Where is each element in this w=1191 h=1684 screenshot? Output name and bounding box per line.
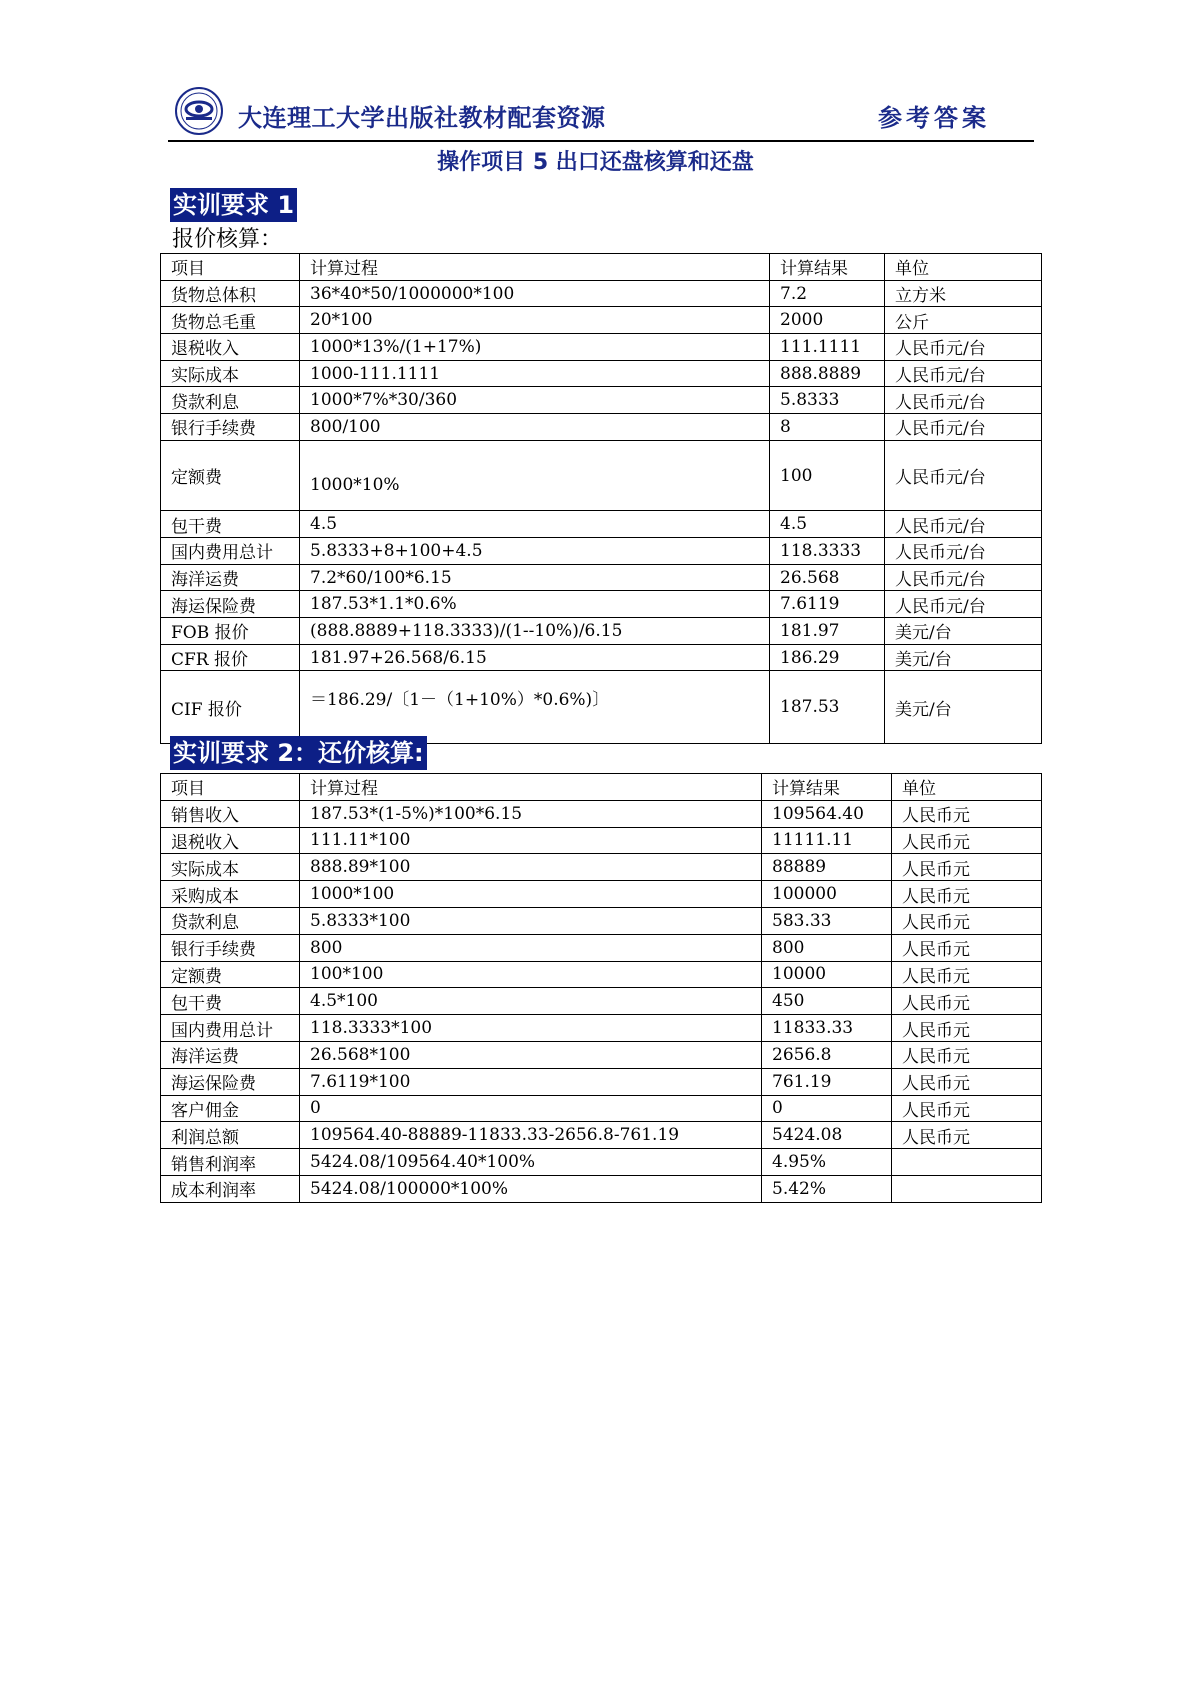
column-header: 单位 — [885, 254, 1042, 281]
table-cell: 人民币元/台 — [885, 334, 1042, 361]
table-cell: 人民币元 — [892, 961, 1042, 988]
table-cell: FOB 报价 — [161, 618, 300, 645]
table-cell: 人民币元 — [892, 800, 1042, 827]
table-cell: 人民币元 — [892, 988, 1042, 1015]
table-cell: 人民币元 — [892, 854, 1042, 881]
table-cell: 4.5 — [300, 511, 770, 538]
table-cell: 800/100 — [300, 414, 770, 441]
publisher-name: 大连理工大学出版社教材配套资源 — [238, 104, 606, 132]
table-cell: 人民币元 — [892, 1015, 1042, 1042]
section1-heading: 实训要求 1 — [170, 188, 297, 222]
table-cell: 5.8333 — [770, 387, 885, 414]
table-cell: 贷款利息 — [161, 387, 300, 414]
table-row — [161, 934, 1042, 961]
table-cell: 海运保险费 — [161, 1068, 300, 1095]
table-cell: 美元/台 — [885, 671, 1042, 744]
table-cell: 100 — [770, 440, 885, 511]
table-cell: 公斤 — [885, 307, 1042, 334]
table-row — [161, 671, 1042, 744]
table-cell: 20*100 — [300, 307, 770, 334]
quote-calculation-table — [160, 253, 1042, 744]
table-cell: 1000*7%*30/360 — [300, 387, 770, 414]
table-cell: 5424.08 — [762, 1122, 892, 1149]
table-row — [161, 414, 1042, 441]
table-cell: 0 — [762, 1095, 892, 1122]
table-cell: 国内费用总计 — [161, 1015, 300, 1042]
table-cell: 人民币元 — [892, 934, 1042, 961]
table-cell: 181.97 — [770, 618, 885, 645]
table-cell: 人民币元/台 — [885, 511, 1042, 538]
table-row — [161, 1068, 1042, 1095]
table-cell: 银行手续费 — [161, 414, 300, 441]
column-header: 计算结果 — [762, 774, 892, 801]
table-row — [161, 800, 1042, 827]
table-cell: 111.11*100 — [300, 827, 762, 854]
table-cell: 8 — [770, 414, 885, 441]
table-cell: 800 — [762, 934, 892, 961]
table-cell: 36*40*50/1000000*100 — [300, 280, 770, 307]
table-cell: 1000*13%/(1+17%) — [300, 334, 770, 361]
table-cell: 888.8889 — [770, 360, 885, 387]
answer-label: 参考答案 — [878, 104, 990, 132]
table-row — [161, 1122, 1042, 1149]
table-row — [161, 907, 1042, 934]
table-cell: 4.5*100 — [300, 988, 762, 1015]
table-row — [161, 1041, 1042, 1068]
table-cell: 5.8333*100 — [300, 907, 762, 934]
table-cell: 银行手续费 — [161, 934, 300, 961]
table-cell: 1000*100 — [300, 881, 762, 908]
table-cell: 109564.40-88889-11833.33-2656.8-761.19 — [300, 1122, 762, 1149]
table-cell: 人民币元 — [892, 1041, 1042, 1068]
table-cell: 人民币元/台 — [885, 440, 1042, 511]
table-row — [161, 564, 1042, 591]
table-cell: 181.97+26.568/6.15 — [300, 644, 770, 671]
column-header: 项目 — [161, 774, 300, 801]
table-cell: 2656.8 — [762, 1041, 892, 1068]
table-row — [161, 591, 1042, 618]
table-cell: 客户佣金 — [161, 1095, 300, 1122]
table-cell: 人民币元/台 — [885, 360, 1042, 387]
table-cell: 人民币元 — [892, 827, 1042, 854]
table-cell: 5.42% — [762, 1175, 892, 1202]
table-cell: 人民币元/台 — [885, 414, 1042, 441]
table-row — [161, 440, 1042, 511]
table-cell: 5.8333+8+100+4.5 — [300, 538, 770, 565]
table-cell: 186.29 — [770, 644, 885, 671]
table-cell: 4.5 — [770, 511, 885, 538]
table-cell: 利润总额 — [161, 1122, 300, 1149]
table-cell: 26.568 — [770, 564, 885, 591]
table-row — [161, 280, 1042, 307]
table-cell: 10000 — [762, 961, 892, 988]
table-cell: 583.33 — [762, 907, 892, 934]
table-cell: 761.19 — [762, 1068, 892, 1095]
section1-subheading: 报价核算： — [172, 227, 283, 252]
table-cell: 187.53*1.1*0.6% — [300, 591, 770, 618]
table-row — [161, 1015, 1042, 1042]
table-cell: 人民币元/台 — [885, 591, 1042, 618]
table-cell: 7.6119*100 — [300, 1068, 762, 1095]
table-cell: 立方米 — [885, 280, 1042, 307]
table-row — [161, 988, 1042, 1015]
table-row — [161, 961, 1042, 988]
table-cell: CIF 报价 — [161, 671, 300, 744]
table-cell: 海洋运费 — [161, 564, 300, 591]
table-row — [161, 1175, 1042, 1202]
table-cell: 包干费 — [161, 511, 300, 538]
column-header: 计算过程 — [300, 254, 770, 281]
table-cell: 1000*10% — [300, 440, 770, 511]
table-row — [161, 511, 1042, 538]
table-cell — [892, 1149, 1042, 1176]
table-cell: 实际成本 — [161, 360, 300, 387]
table-cell: 人民币元 — [892, 907, 1042, 934]
section2-heading: 实训要求 2：还价核算: — [170, 736, 427, 770]
table-cell: 人民币元/台 — [885, 564, 1042, 591]
table-row — [161, 307, 1042, 334]
table-cell: 货物总体积 — [161, 280, 300, 307]
table-cell: 888.89*100 — [300, 854, 762, 881]
table-row — [161, 360, 1042, 387]
table-row — [161, 881, 1042, 908]
table-cell: 5424.08/109564.40*100% — [300, 1149, 762, 1176]
table-cell: 100*100 — [300, 961, 762, 988]
table-cell: 7.6119 — [770, 591, 885, 618]
table-row — [161, 644, 1042, 671]
table-cell: 11111.11 — [762, 827, 892, 854]
table-cell: 187.53*(1-5%)*100*6.15 — [300, 800, 762, 827]
column-header: 单位 — [892, 774, 1042, 801]
table-cell: 118.3333 — [770, 538, 885, 565]
table-cell: 退税收入 — [161, 827, 300, 854]
table-cell: 4.95% — [762, 1149, 892, 1176]
table-cell: 5424.08/100000*100% — [300, 1175, 762, 1202]
table-cell: 人民币元 — [892, 1068, 1042, 1095]
counter-offer-calculation-table — [160, 773, 1042, 1203]
table-row — [161, 538, 1042, 565]
table-cell: 人民币元/台 — [885, 387, 1042, 414]
table-cell: 采购成本 — [161, 881, 300, 908]
table-cell: 实际成本 — [161, 854, 300, 881]
table-cell: (888.8889+118.3333)/(1--10%)/6.15 — [300, 618, 770, 645]
table-cell: 定额费 — [161, 961, 300, 988]
table-cell: 人民币元 — [892, 881, 1042, 908]
table-cell: 销售利润率 — [161, 1149, 300, 1176]
table-cell: 11833.33 — [762, 1015, 892, 1042]
university-logo-icon — [174, 86, 224, 136]
table-cell: 人民币元/台 — [885, 538, 1042, 565]
page-header — [168, 84, 1034, 142]
table-cell: CFR 报价 — [161, 644, 300, 671]
table-cell: 118.3333*100 — [300, 1015, 762, 1042]
table-cell: 包干费 — [161, 988, 300, 1015]
table-row — [161, 387, 1042, 414]
table-header-row — [161, 774, 1042, 801]
table-cell: 7.2*60/100*6.15 — [300, 564, 770, 591]
table-cell: 成本利润率 — [161, 1175, 300, 1202]
column-header: 项目 — [161, 254, 300, 281]
column-header: 计算过程 — [300, 774, 762, 801]
table-row — [161, 334, 1042, 361]
table-cell: 销售收入 — [161, 800, 300, 827]
table-cell: 海洋运费 — [161, 1041, 300, 1068]
table-cell: 人民币元 — [892, 1122, 1042, 1149]
table-cell: 贷款利息 — [161, 907, 300, 934]
column-header: 计算结果 — [770, 254, 885, 281]
table-row — [161, 1149, 1042, 1176]
table-cell: 定额费 — [161, 440, 300, 511]
table-cell: 美元/台 — [885, 644, 1042, 671]
table-cell: 450 — [762, 988, 892, 1015]
table-cell: 109564.40 — [762, 800, 892, 827]
table-cell: 26.568*100 — [300, 1041, 762, 1068]
table-row — [161, 1095, 1042, 1122]
table-cell: ＝186.29/〔1－（1+10%）*0.6%)〕 — [300, 671, 770, 744]
table-cell: 111.1111 — [770, 334, 885, 361]
table-cell: 退税收入 — [161, 334, 300, 361]
table-cell: 800 — [300, 934, 762, 961]
table-cell: 100000 — [762, 881, 892, 908]
table-row — [161, 618, 1042, 645]
table-row — [161, 827, 1042, 854]
table-cell: 88889 — [762, 854, 892, 881]
table-cell: 美元/台 — [885, 618, 1042, 645]
table-cell: 货物总毛重 — [161, 307, 300, 334]
table-cell — [892, 1175, 1042, 1202]
table-cell: 海运保险费 — [161, 591, 300, 618]
page-title: 操作项目 5 出口还盘核算和还盘 — [437, 150, 754, 175]
table-cell: 国内费用总计 — [161, 538, 300, 565]
table-cell: 1000-111.1111 — [300, 360, 770, 387]
table-cell: 人民币元 — [892, 1095, 1042, 1122]
table-cell: 7.2 — [770, 280, 885, 307]
table-cell: 0 — [300, 1095, 762, 1122]
table-cell: 2000 — [770, 307, 885, 334]
table-header-row — [161, 254, 1042, 281]
table-cell: 187.53 — [770, 671, 885, 744]
table-row — [161, 854, 1042, 881]
